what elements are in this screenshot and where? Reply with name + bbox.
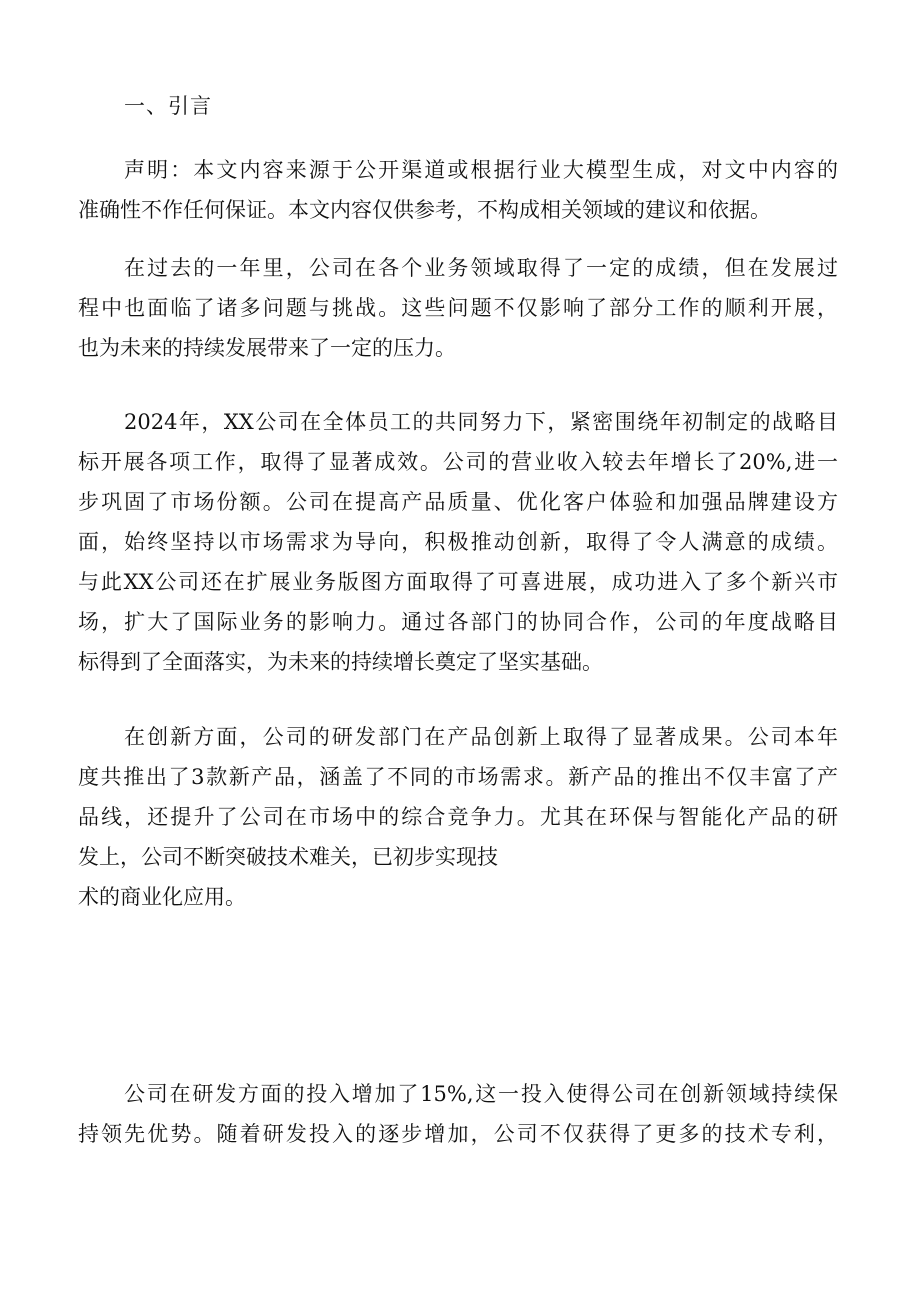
section-heading: 一、引言: [124, 94, 212, 118]
paragraph-disclaimer: [78, 150, 838, 230]
paragraph-line: 持领先优势。随着研发投入的逐步增加，公司不仅获得了更多的技术专利，: [78, 1122, 838, 1146]
paragraph-line: 标得到了全面落实，为未来的持续增长奠定了坚实基础。: [78, 650, 603, 674]
paragraph-line: 品线，还提升了公司在市场中的综合竞争力。尤其在环保与智能化产品的研: [78, 805, 838, 829]
paragraph-innovation: [78, 717, 838, 917]
paragraph-line: 面，始终坚持以市场需求为导向，积极推动创新，取得了令人满意的成绩。: [78, 530, 838, 554]
paragraph-line: 声明：本文内容来源于公开渠道或根据行业大模型生成，对文中内容的: [124, 158, 838, 182]
paragraph-line: 2024年，XX公司在全体员工的共同努力下，紧密围绕年初制定的战略目: [124, 410, 838, 434]
paragraph-line: 与此XX公司还在扩展业务版图方面取得了可喜进展，成功进入了多个新兴市: [78, 570, 838, 594]
paragraph-line: 在创新方面，公司的研发部门在产品创新上取得了显著成果。公司本年: [124, 725, 838, 749]
paragraph-line: 步巩固了市场份额。公司在提高产品质量、优化客户体验和加强品牌建设方: [78, 490, 838, 514]
paragraph-line: 发上，公司不断突破技术难关，已初步实现技: [78, 845, 498, 869]
paragraph-rd-investment: [78, 1074, 838, 1154]
paragraph-achievements: [78, 402, 838, 682]
paragraph-line: 也为未来的持续发展带来了一定的压力。: [78, 336, 456, 360]
paragraph-line: 程中也面临了诸多问题与挑战。这些问题不仅影响了部分工作的顺利开展，: [78, 296, 838, 320]
paragraph-line: 公司在研发方面的投入增加了15%,这一投入使得公司在创新领域持续保: [124, 1082, 838, 1106]
paragraph-line: 准确性不作任何保证。本文内容仅供参考，不构成相关领域的建议和依据。: [78, 198, 771, 222]
paragraph-line: 度共推出了3款新产品，涵盖了不同的市场需求。新产品的推出不仅丰富了产: [78, 765, 838, 789]
paragraph-line: 标开展各项工作，取得了显著成效。公司的营业收入较去年增长了20%,进一: [78, 450, 838, 474]
paragraph-line: 术的商业化应用。: [78, 885, 246, 909]
paragraph-line: 场，扩大了国际业务的影响力。通过各部门的协同合作，公司的年度战略目: [78, 610, 838, 634]
paragraph-review: [78, 248, 838, 368]
paragraph-line: 在过去的一年里，公司在各个业务领域取得了一定的成绩，但在发展过: [124, 256, 838, 280]
